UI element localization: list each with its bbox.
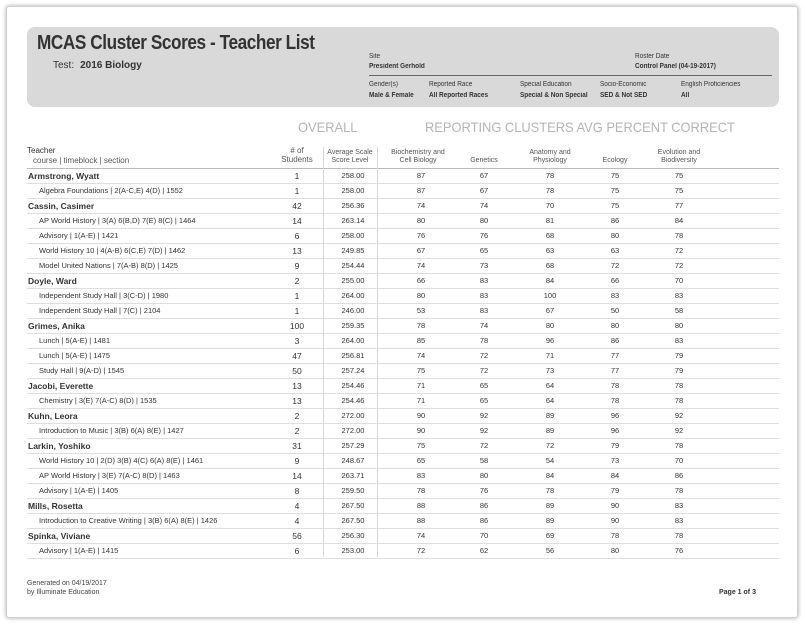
average-scale-score: 258.00 xyxy=(341,186,365,195)
average-scale-score: 264.00 xyxy=(341,336,365,345)
section-row xyxy=(27,484,779,499)
student-count: 1 xyxy=(294,306,300,316)
biochem-percent: 75 xyxy=(416,366,426,375)
average-scale-score: 255.00 xyxy=(341,276,365,285)
student-count: 2 xyxy=(294,411,300,421)
anatomy-percent: 78 xyxy=(545,186,555,195)
section-row xyxy=(27,289,779,304)
biochem-percent: 90 xyxy=(416,411,426,420)
section-name: World History 10 | 4(A-B) 6(C,E) 7(D) | 1462 xyxy=(39,246,186,255)
genetics-percent: 74 xyxy=(479,201,489,210)
evolution-percent: 70 xyxy=(674,276,684,285)
student-count: 6 xyxy=(294,546,300,556)
average-scale-score: 258.00 xyxy=(341,171,365,180)
average-scale-score: 263.71 xyxy=(341,471,365,480)
section-name: Independent Study Hall | 3(C-D) | 1980 xyxy=(39,291,169,300)
student-count: 2 xyxy=(294,426,300,436)
teacher-name: Kuhn, Leora xyxy=(28,411,78,421)
ecology-percent: 83 xyxy=(610,291,620,300)
average-scale-score: 263.14 xyxy=(341,216,365,225)
evolution-percent: 79 xyxy=(674,351,684,360)
section-row xyxy=(27,424,779,439)
biochem-percent: 85 xyxy=(416,336,426,345)
biochem-percent: 74 xyxy=(416,201,426,210)
average-scale-score: 248.67 xyxy=(341,456,365,465)
section-row xyxy=(27,349,779,364)
genetics-percent: 86 xyxy=(479,516,489,525)
teacher-name: Armstrong, Wyatt xyxy=(28,171,100,181)
biochem-percent: 80 xyxy=(416,216,426,225)
anatomy-percent: 64 xyxy=(545,396,555,405)
average-scale-score: 259.35 xyxy=(341,321,365,330)
student-count: 50 xyxy=(292,366,302,376)
section-name: AP World History | 3(E) 7(A-C) 8(D) | 1463 xyxy=(39,471,180,480)
anatomy-percent: 89 xyxy=(545,426,555,435)
sped-label: Special Education xyxy=(520,81,572,88)
student-count: 13 xyxy=(292,381,302,391)
biochem-percent: 53 xyxy=(416,306,426,315)
section-row xyxy=(27,244,779,259)
teacher-header-label: Teacher xyxy=(27,146,56,155)
site-value: President Gerhold xyxy=(369,63,425,70)
biochem-percent: 78 xyxy=(416,321,426,330)
teacher-name: Jacobi, Everette xyxy=(28,381,94,391)
anatomy-percent: 84 xyxy=(545,276,555,285)
ecology-percent: 84 xyxy=(610,471,620,480)
ecology-percent: 80 xyxy=(610,321,620,330)
test-line xyxy=(53,60,142,71)
anatomy-percent: 68 xyxy=(545,231,555,240)
student-count: 100 xyxy=(289,321,305,331)
students-header-line1: # of xyxy=(290,146,304,155)
teacher-row xyxy=(27,409,779,424)
student-count: 2 xyxy=(294,276,300,286)
ecology-percent: 72 xyxy=(610,261,620,270)
biochem-percent: 87 xyxy=(416,186,426,195)
section-row xyxy=(27,454,779,469)
biochem-header-line1: Biochemistry and xyxy=(391,149,445,156)
students-header-line2: Students xyxy=(281,155,313,164)
genetics-percent: 83 xyxy=(479,276,489,285)
evolution-percent: 78 xyxy=(674,441,684,450)
average-scale-score: 257.24 xyxy=(341,366,365,375)
genetics-percent: 67 xyxy=(479,186,489,195)
teacher-column-header xyxy=(27,146,129,166)
report-header xyxy=(27,27,779,107)
biochem-percent: 67 xyxy=(416,246,426,255)
roster-date-label: Roster Date xyxy=(635,53,670,60)
genetics-percent: 80 xyxy=(479,216,489,225)
evolution-percent: 72 xyxy=(674,261,684,270)
section-name: Advisory | 1(A-E) | 1421 xyxy=(39,231,119,240)
section-name: Advisory | 1(A-E) | 1405 xyxy=(39,486,119,495)
genetics-percent: 70 xyxy=(479,531,489,540)
ses-value: SED & Not SED xyxy=(600,92,648,99)
anatomy-percent: 69 xyxy=(545,531,555,540)
report-page xyxy=(6,6,798,618)
student-count: 9 xyxy=(294,261,300,271)
evolution-percent: 83 xyxy=(674,336,684,345)
student-count: 9 xyxy=(294,456,300,466)
ses-label: Socio-Economic xyxy=(600,81,647,88)
page-number: Page 1 of 3 xyxy=(719,589,756,596)
genetics-percent: 80 xyxy=(479,471,489,480)
evolution-header-line1: Evolution and xyxy=(657,149,701,156)
anatomy-percent: 89 xyxy=(545,411,555,420)
average-scale-score: 256.81 xyxy=(341,351,365,360)
average-scale-score: 246.00 xyxy=(341,306,365,315)
average-scale-score: 254.46 xyxy=(341,381,365,390)
evolution-percent: 75 xyxy=(674,171,684,180)
evolution-percent: 78 xyxy=(674,486,684,495)
biochem-percent: 76 xyxy=(416,231,426,240)
teacher-name: Cassin, Casimer xyxy=(28,201,95,211)
student-count: 14 xyxy=(292,216,302,226)
ecology-percent: 66 xyxy=(610,276,620,285)
anatomy-percent: 54 xyxy=(545,456,555,465)
average-scale-score: 256.36 xyxy=(341,201,365,210)
teacher-row xyxy=(27,379,779,394)
average-scale-score: 258.00 xyxy=(341,231,365,240)
genetics-percent: 65 xyxy=(479,246,489,255)
section-row xyxy=(27,304,779,319)
average-scale-score: 256.30 xyxy=(341,531,365,540)
clusters-heading: REPORTING CLUSTERS AVG PERCENT CORRECT xyxy=(425,119,735,135)
evolution-percent: 92 xyxy=(674,411,684,420)
anatomy-percent: 63 xyxy=(545,246,555,255)
biochem-header-line2: Cell Biology xyxy=(399,157,437,164)
footer-generated xyxy=(27,579,107,597)
evolution-percent: 92 xyxy=(674,426,684,435)
scale-header-line2: Score Level xyxy=(331,157,369,164)
evolution-column-header xyxy=(651,149,707,165)
race-value: All Reported Races xyxy=(429,92,489,99)
anatomy-percent: 81 xyxy=(545,216,555,225)
genetics-percent: 92 xyxy=(479,426,489,435)
evolution-percent: 76 xyxy=(674,546,684,555)
generated-by: by Illuminate Education xyxy=(27,589,100,596)
teacher-row xyxy=(27,274,779,289)
genetics-percent: 74 xyxy=(479,321,489,330)
student-count: 42 xyxy=(292,201,302,211)
anatomy-column-header xyxy=(523,149,577,165)
biochem-percent: 87 xyxy=(416,171,426,180)
anatomy-percent: 71 xyxy=(545,351,555,360)
biochem-column-header xyxy=(385,149,451,165)
biochem-percent: 88 xyxy=(416,516,426,525)
evolution-percent: 84 xyxy=(674,216,684,225)
section-row xyxy=(27,184,779,199)
evolution-percent: 78 xyxy=(674,381,684,390)
evolution-percent: 75 xyxy=(674,186,684,195)
gender-label: Gender(s) xyxy=(369,81,398,88)
ell-value: All xyxy=(681,92,690,99)
gender-value: Male & Female xyxy=(369,92,414,99)
teacher-row xyxy=(27,319,779,334)
anatomy-header-line2: Physiology xyxy=(533,157,567,164)
biochem-percent: 90 xyxy=(416,426,426,435)
section-name: Chemistry | 3(E) 7(A-C) 8(D) | 1535 xyxy=(39,396,157,405)
section-name: Lunch | 5(A-E) | 1481 xyxy=(39,336,111,345)
section-row xyxy=(27,364,779,379)
teacher-name: Mills, Rosetta xyxy=(28,501,83,511)
genetics-percent: 76 xyxy=(479,486,489,495)
ecology-percent: 75 xyxy=(610,171,620,180)
anatomy-percent: 68 xyxy=(545,261,555,270)
section-name: Introduction to Creative Writing | 3(B) 6(A) 8(E) | 1426 xyxy=(39,516,218,525)
average-scale-score: 267.50 xyxy=(341,516,365,525)
evolution-percent: 72 xyxy=(674,246,684,255)
anatomy-percent: 73 xyxy=(545,366,555,375)
ecology-percent: 96 xyxy=(610,411,620,420)
evolution-percent: 79 xyxy=(674,366,684,375)
ecology-percent: 79 xyxy=(610,486,620,495)
teacher-name: Doyle, Ward xyxy=(28,276,77,286)
anatomy-percent: 100 xyxy=(543,291,557,300)
evolution-percent: 77 xyxy=(674,201,684,210)
ecology-percent: 79 xyxy=(610,441,620,450)
ecology-percent: 78 xyxy=(610,381,620,390)
ecology-percent: 86 xyxy=(610,216,620,225)
anatomy-percent: 84 xyxy=(545,471,555,480)
section-row xyxy=(27,229,779,244)
report-title: MCAS Cluster Scores - Teacher List xyxy=(37,32,315,54)
teacher-header-sublabel: course | timeblock | section xyxy=(33,156,130,165)
ecology-percent: 80 xyxy=(610,546,620,555)
evolution-percent: 83 xyxy=(674,501,684,510)
average-scale-score: 254.44 xyxy=(341,261,365,270)
student-count: 14 xyxy=(292,471,302,481)
ell-label: English Proficiencies xyxy=(681,81,741,88)
anatomy-percent: 64 xyxy=(545,381,555,390)
anatomy-percent: 89 xyxy=(545,516,555,525)
ecology-percent: 75 xyxy=(610,186,620,195)
anatomy-percent: 80 xyxy=(545,321,555,330)
teacher-row xyxy=(27,499,779,514)
biochem-percent: 74 xyxy=(416,261,426,270)
student-count: 4 xyxy=(294,516,300,526)
student-count: 56 xyxy=(292,531,302,541)
student-count: 8 xyxy=(294,486,300,496)
average-scale-score: 254.46 xyxy=(341,396,365,405)
genetics-percent: 72 xyxy=(479,366,489,375)
genetics-percent: 65 xyxy=(479,381,489,390)
biochem-percent: 80 xyxy=(416,291,426,300)
evolution-percent: 86 xyxy=(674,471,684,480)
site-label: Site xyxy=(369,53,381,60)
evolution-percent: 58 xyxy=(674,306,684,315)
ecology-percent: 90 xyxy=(610,516,620,525)
genetics-percent: 92 xyxy=(479,411,489,420)
evolution-percent: 83 xyxy=(674,516,684,525)
teacher-name: Grimes, Anika xyxy=(28,321,85,331)
average-scale-score: 259.50 xyxy=(341,486,365,495)
anatomy-header-line1: Anatomy and xyxy=(529,149,571,156)
biochem-percent: 72 xyxy=(416,546,426,555)
genetics-percent: 86 xyxy=(479,501,489,510)
genetics-percent: 73 xyxy=(479,261,489,270)
anatomy-percent: 78 xyxy=(545,486,555,495)
biochem-percent: 71 xyxy=(416,396,426,405)
genetics-percent: 67 xyxy=(479,171,489,180)
student-count: 1 xyxy=(294,291,300,301)
teacher-row xyxy=(27,529,779,544)
evolution-header-line2: Biodiversity xyxy=(661,157,697,164)
anatomy-percent: 70 xyxy=(545,201,555,210)
section-name: Model United Nations | 7(A-B) 8(D) | 1425 xyxy=(39,261,178,270)
evolution-percent: 78 xyxy=(674,531,684,540)
section-row xyxy=(27,259,779,274)
genetics-column-header: Genetics xyxy=(470,157,498,164)
genetics-percent: 83 xyxy=(479,291,489,300)
teacher-name: Spinka, Viviane xyxy=(28,531,91,541)
ecology-percent: 77 xyxy=(610,366,620,375)
evolution-percent: 78 xyxy=(674,231,684,240)
biochem-percent: 78 xyxy=(416,486,426,495)
student-count: 3 xyxy=(294,336,300,346)
biochem-percent: 83 xyxy=(416,471,426,480)
anatomy-percent: 67 xyxy=(545,306,555,315)
ecology-percent: 78 xyxy=(610,396,620,405)
average-scale-score: 267.50 xyxy=(341,501,365,510)
ecology-percent: 86 xyxy=(610,336,620,345)
section-name: Advisory | 1(A-E) | 1415 xyxy=(39,546,119,555)
ecology-percent: 75 xyxy=(610,201,620,210)
biochem-percent: 71 xyxy=(416,381,426,390)
section-row xyxy=(27,214,779,229)
teacher-row xyxy=(27,199,779,214)
header-divider xyxy=(369,75,772,76)
section-row xyxy=(27,394,779,409)
evolution-percent: 70 xyxy=(674,456,684,465)
ecology-percent: 78 xyxy=(610,531,620,540)
section-name: Algebra Foundations | 2(A-C,E) 4(D) | 1552 xyxy=(39,186,183,195)
student-count: 4 xyxy=(294,501,300,511)
genetics-percent: 78 xyxy=(479,336,489,345)
roster-date-value: Control Panel (04-19-2017) xyxy=(635,63,716,70)
sped-value: Special & Non Special xyxy=(520,92,588,99)
student-count: 47 xyxy=(292,351,302,361)
anatomy-percent: 78 xyxy=(545,171,555,180)
anatomy-percent: 96 xyxy=(545,336,555,345)
biochem-percent: 74 xyxy=(416,531,426,540)
section-name: Lunch | 5(A-E) | 1475 xyxy=(39,351,111,360)
ecology-percent: 63 xyxy=(610,246,620,255)
generated-on: Generated on 04/19/2017 xyxy=(27,580,107,587)
scale-column-header xyxy=(323,149,377,165)
ecology-column-header: Ecology xyxy=(602,157,628,164)
ecology-percent: 73 xyxy=(610,456,620,465)
genetics-percent: 65 xyxy=(479,396,489,405)
section-row xyxy=(27,469,779,484)
biochem-percent: 74 xyxy=(416,351,426,360)
genetics-percent: 76 xyxy=(479,231,489,240)
section-name: World History 10 | 2(D) 3(B) 4(C) 6(A) 8(E) | 1461 xyxy=(39,456,204,465)
genetics-percent: 72 xyxy=(479,351,489,360)
scale-header-line1: Average Scale xyxy=(327,149,373,156)
biochem-percent: 88 xyxy=(416,501,426,510)
student-count: 31 xyxy=(292,441,302,451)
student-count: 13 xyxy=(292,396,302,406)
section-row xyxy=(27,544,779,559)
genetics-percent: 58 xyxy=(479,456,489,465)
student-count: 1 xyxy=(294,186,300,196)
section-name: AP World History | 3(A) 6(B,D) 7(E) 8(C) | 1464 xyxy=(39,216,196,225)
anatomy-percent: 56 xyxy=(545,546,555,555)
section-row xyxy=(27,514,779,529)
teacher-row xyxy=(27,169,779,184)
evolution-percent: 78 xyxy=(674,396,684,405)
overall-heading: OVERALL xyxy=(298,119,358,135)
average-scale-score: 264.00 xyxy=(341,291,365,300)
test-label: Test: xyxy=(53,60,75,71)
ecology-percent: 90 xyxy=(610,501,620,510)
race-label: Reported Race xyxy=(429,81,473,88)
section-name: Study Hall | 9(A-D) | 1545 xyxy=(39,366,125,375)
section-name: Introduction to Music | 3(B) 6(A) 8(E) | 1427 xyxy=(39,426,184,435)
section-row xyxy=(27,334,779,349)
test-value: 2016 Biology xyxy=(80,60,142,71)
anatomy-percent: 72 xyxy=(545,441,555,450)
genetics-percent: 72 xyxy=(479,441,489,450)
ecology-percent: 77 xyxy=(610,351,620,360)
average-scale-score: 249.85 xyxy=(341,246,365,255)
genetics-percent: 62 xyxy=(479,546,489,555)
evolution-percent: 80 xyxy=(674,321,684,330)
average-scale-score: 272.00 xyxy=(341,426,365,435)
teacher-row xyxy=(27,439,779,454)
student-count: 6 xyxy=(294,231,300,241)
evolution-percent: 83 xyxy=(674,291,684,300)
average-scale-score: 253.00 xyxy=(341,546,365,555)
ecology-percent: 50 xyxy=(610,306,620,315)
teacher-score-table xyxy=(27,169,779,559)
anatomy-percent: 89 xyxy=(545,501,555,510)
genetics-percent: 83 xyxy=(479,306,489,315)
biochem-percent: 75 xyxy=(416,441,426,450)
ecology-percent: 96 xyxy=(610,426,620,435)
student-count: 1 xyxy=(294,171,300,181)
ecology-percent: 80 xyxy=(610,231,620,240)
average-scale-score: 272.00 xyxy=(341,411,365,420)
biochem-percent: 65 xyxy=(416,456,426,465)
biochem-percent: 66 xyxy=(416,276,426,285)
students-column-header xyxy=(277,146,317,164)
student-count: 13 xyxy=(292,246,302,256)
section-name: Independent Study Hall | 7(C) | 2104 xyxy=(39,306,161,315)
teacher-name: Larkin, Yoshiko xyxy=(28,441,91,451)
average-scale-score: 257.29 xyxy=(341,441,365,450)
